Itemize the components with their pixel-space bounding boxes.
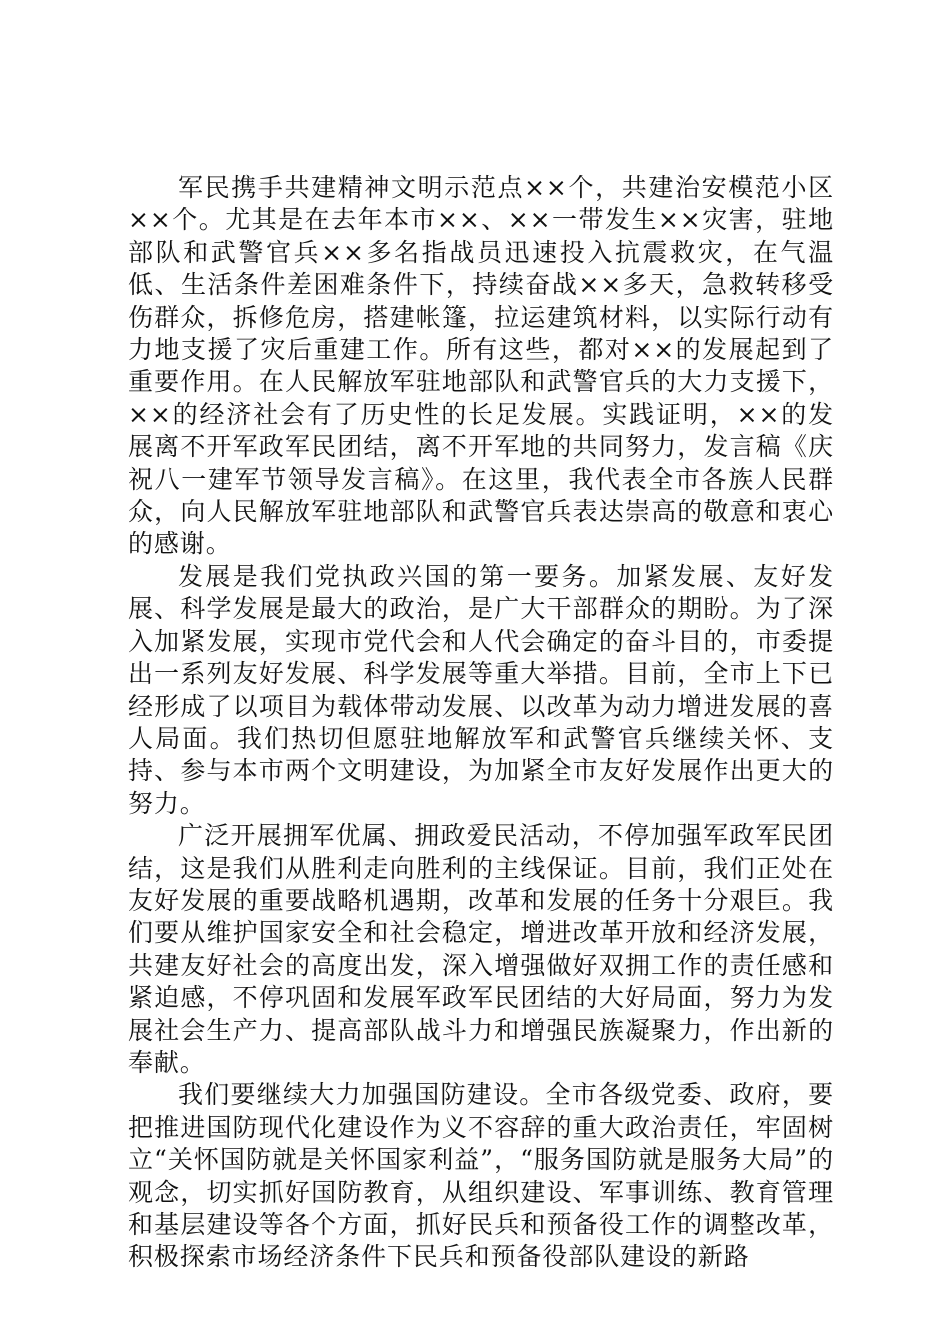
document-body — [128, 172, 834, 1274]
paragraph-3: 广泛开展拥军优属、拥政爱民活动，不停加强军政军民团结，这是我们从胜利走向胜利的主线保证。目前，我们正处在友好发展的重要战略机遇期，改革和发展的任务十分艰巨。我们要从维护国家安全和社会稳定，增进改革开放和经济发展，共建友好社会的高度出发，深入增强做好双拥工作的责任感和紧迫感，不停巩固和发展军政军民团结的大好局面，努力为发展社会生产力、提高部队战斗力和增强民族凝聚力，作出新的奉献。 — [128, 821, 834, 1077]
paragraph-1: 军民携手共建精神文明示范点××个，共建治安模范小区××个。尤其是在去年本市××、××一带发生××灾害，驻地部队和武警官兵××多名指战员迅速投入抗震救灾，在气温低、生活条件差困难条件下，持续奋战××多天，急救转移受伤群众，拆修危房，搭建帐篷，拉运建筑材料，以实际行动有力地支援了灾后重建工作。所有这些，都对××的发展起到了重要作用。在人民解放军驻地部队和武警官兵的大力支援下，××的经济社会有了历史性的长足发展。实践证明，××的发展离不开军政军民团结，离不开军地的共同努力，发言稿《庆祝八一建军节领导发言稿》。在这里，我代表全市各族人民群众，向人民解放军驻地部队和武警官兵表达崇高的敬意和衷心的感谢。 — [128, 173, 834, 559]
paragraph-2: 发展是我们党执政兴国的第一要务。加紧发展、友好发展、科学发展是最大的政治，是广大干部群众的期盼。为了深入加紧发展，实现市党代会和人代会确定的奋斗目的，市委提出一系列友好发展、科学发展等重大举措。目前，全市上下已经形成了以项目为载体带动发展、以改革为动力增进发展的喜人局面。我们热切但愿驻地解放军和武警官兵继续关怀、支持、参与本市两个文明建设，为加紧全市友好发展作出更大的努力。 — [128, 561, 834, 818]
paragraph-4: 我们要继续大力加强国防建设。全市各级党委、政府，要把推进国防现代化建设作为义不容辞的重大政治责任，牢固树立“关怀国防就是关怀国家利益”，“服务国防就是服务大局”的观念，切实抓好国防教育，从组织建设、军事训练、教育管理和基层建设等各个方面，抓好民兵和预备役工作的调整改革，积极探索市场经济条件下民兵和预备役部队建设的新路 — [128, 1080, 834, 1272]
